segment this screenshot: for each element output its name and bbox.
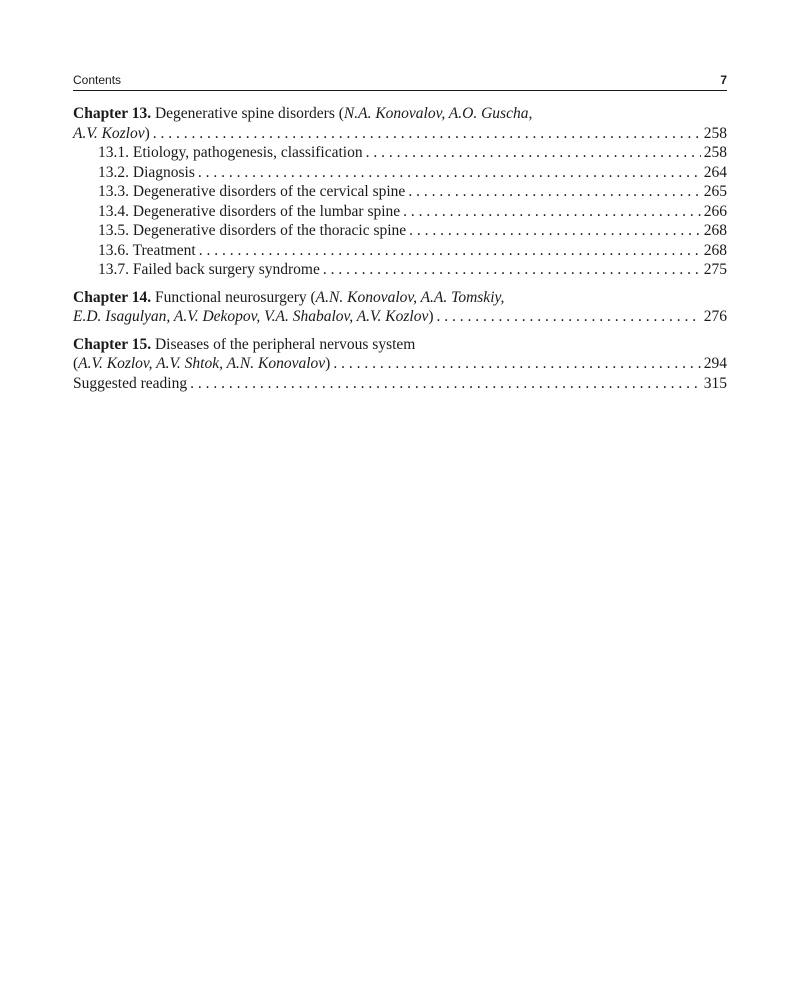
section-page: 268 <box>703 222 727 239</box>
section-page: 258 <box>703 144 727 161</box>
section-title: 13.6. Treatment <box>98 241 196 259</box>
dot-leader <box>409 221 701 241</box>
chapter-14-page: 276 <box>703 308 727 325</box>
section-page: 264 <box>703 163 727 181</box>
toc-section-item[interactable] <box>73 221 727 241</box>
chapter-13-line2: A.V. Kozlov) . . . 258 <box>73 124 727 144</box>
section-title: 13.7. Failed back surgery syndrome <box>98 261 320 278</box>
toc-entry-suggested-reading[interactable] <box>73 374 727 394</box>
section-page: 266 <box>703 202 727 220</box>
suggested-reading-label: Suggested reading <box>73 374 188 392</box>
chapter-13-sections <box>73 143 727 280</box>
chapter-13-page: 258 <box>703 124 727 142</box>
chapter-14-title: Functional neurosurgery ( <box>151 288 316 306</box>
toc-section-item[interactable] <box>73 182 727 202</box>
chapter-13-authors-line1: N.A. Konovalov, A.O. Guscha, <box>343 105 533 122</box>
dot-leader <box>198 163 701 183</box>
toc-entry-chapter-13[interactable] <box>73 104 727 143</box>
chapter-15-line2: (A.V. Kozlov, A.V. Shtok, A.N. Konovalov) . . . 294 <box>73 354 727 374</box>
table-of-contents <box>73 104 727 393</box>
chapter-13-authors-line2: A.V. Kozlov <box>73 124 145 142</box>
dot-leader <box>323 260 701 280</box>
chapter-15-label: Chapter 15. <box>73 335 152 353</box>
dot-leader <box>153 124 701 144</box>
dot-leader <box>408 182 700 202</box>
chapter-15-page: 294 <box>703 355 727 372</box>
toc-section-item[interactable] <box>73 143 727 163</box>
running-head <box>73 72 727 91</box>
chapter-15-title: Diseases of the peripheral nervous system <box>151 335 416 353</box>
toc-section-item[interactable] <box>73 241 727 261</box>
section-title: 13.1. Etiology, pathogenesis, classification <box>98 144 363 161</box>
dot-leader <box>437 307 701 327</box>
toc-section-item[interactable] <box>73 163 727 183</box>
running-head-title: Contents <box>73 73 122 87</box>
chapter-14-heading <box>73 288 727 308</box>
chapter-13-heading <box>73 104 727 124</box>
dot-leader <box>333 354 700 374</box>
toc-section-item[interactable] <box>73 202 727 222</box>
dot-leader <box>199 241 701 261</box>
section-page: 265 <box>703 183 727 200</box>
section-page: 268 <box>703 241 727 259</box>
section-title: 13.3. Degenerative disorders of the cervical spine <box>98 183 406 200</box>
chapter-14-line2: E.D. Isagulyan, A.V. Dekopov, V.A. Shabalov, A.V. Kozlov) . . . 276 <box>73 307 727 327</box>
chapter-13-title: Degenerative spine disorders ( <box>151 105 344 122</box>
chapter-13-label: Chapter 13. <box>73 105 152 122</box>
page-number: 7 <box>720 73 727 87</box>
toc-section-item[interactable] <box>73 260 727 280</box>
dot-leader <box>190 374 701 394</box>
chapter-15-heading <box>73 335 727 355</box>
chapter-14-label: Chapter 14. <box>73 288 152 306</box>
section-title: 13.5. Degenerative disorders of the thoracic spine <box>98 222 407 239</box>
dot-leader <box>403 202 701 222</box>
section-page: 275 <box>703 261 727 278</box>
toc-entry-chapter-14[interactable] <box>73 288 727 327</box>
dot-leader <box>366 143 701 163</box>
chapter-15-authors: A.V. Kozlov, A.V. Shtok, A.N. Konovalov <box>78 355 326 372</box>
chapter-14-authors-line2: E.D. Isagulyan, A.V. Dekopov, V.A. Shabalov, A.V. Kozlov <box>73 308 429 325</box>
section-title: 13.2. Diagnosis <box>98 163 195 181</box>
suggested-reading-page: 315 <box>703 374 727 392</box>
section-title: 13.4. Degenerative disorders of the lumbar spine <box>98 202 401 220</box>
chapter-14-authors-line1: A.N. Konovalov, A.A. Tomskiy, <box>315 288 505 306</box>
toc-entry-chapter-15[interactable] <box>73 335 727 374</box>
